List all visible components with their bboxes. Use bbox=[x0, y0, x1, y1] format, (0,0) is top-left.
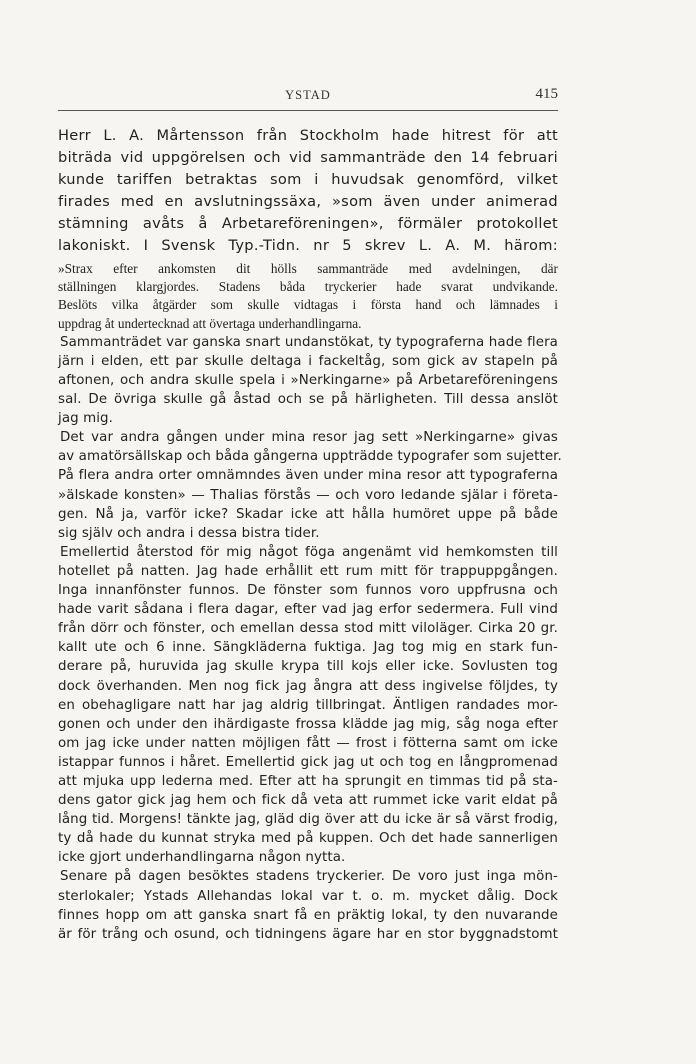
text-line: gonen och under den ihärdigaste frossa klädde jag mig, såg noga efter bbox=[58, 716, 558, 732]
text-line: lakoniskt. I Svensk Typ.-Tidn. nr 5 skrev L. A. M. härom: bbox=[58, 237, 558, 254]
text-line: järn i elden, ett par skulle deltaga i fackeltåg, som gick av stapeln på bbox=[58, 353, 558, 369]
page-number: 415 bbox=[535, 86, 558, 102]
text-line: att mjuka upp lederna med. Efter att ha sprungit en timmas tid på sta- bbox=[58, 773, 558, 789]
header-rule bbox=[58, 110, 558, 111]
text-line: Sammanträdet var ganska snart undanstökat, ty typograferna hade flera bbox=[60, 334, 558, 350]
text-line: kallt ute och 6 inne. Sängkläderna fuktiga. Jag tog mig en stark fun- bbox=[58, 640, 558, 656]
text-line: stämning avåts å Arbetareföreningen», förmäler protokollet bbox=[58, 215, 558, 232]
text-line: dock överhanden. Men nog fick jag ångra att dess ingivelse följdes, ty bbox=[58, 678, 558, 694]
text-line: gen. Nå ja, varför icke? Skadar icke att hålla humöret uppe på både bbox=[58, 506, 558, 522]
text-line: hade varit sådana i flera dagar, efter vad jag erfor sedermera. Full vind bbox=[58, 602, 558, 618]
text-line: finnes hopp om att ganska snart få en präktig lokal, ty den nuvarande bbox=[58, 907, 558, 923]
paragraph-2 bbox=[58, 428, 562, 543]
text-line: Emellertid återstod för mig något föga angenämt vid hemkomsten till bbox=[60, 544, 558, 560]
book-page bbox=[58, 86, 562, 944]
text-line: biträda vid uppgörelsen och vid sammanträde den 14 februari bbox=[58, 149, 558, 166]
text-line: uppdrag åt undertecknad att övertaga underhandlingarna. bbox=[58, 315, 362, 331]
text-line: »älskade konsten» — Thalias förstås — och voro ledande själar i företa- bbox=[58, 487, 558, 503]
text-line: hotellet på natten. Jag hade erhållit ett rum mitt för trappuppgången. bbox=[58, 563, 558, 579]
text-line: dens gator gick jag hem och fick då veta att rummet icke varit eldat på bbox=[58, 793, 558, 809]
text-line: sterlokaler; Ystads Allehandas lokal var t. o. m. mycket dålig. Dock bbox=[58, 888, 558, 904]
text-line: sal. De övriga skulle gå åstad och se på härligheten. Till dessa anslöt bbox=[58, 392, 558, 408]
text-line: om jag icke under natten möjligen fått — frost i fötterna samt om icke bbox=[58, 735, 558, 751]
text-line: sig själv och andra i dessa bistra tider. bbox=[58, 525, 320, 541]
text-line: av amatörsällskap och båda gångerna uppträdde typografer som sujetter. bbox=[58, 449, 562, 465]
text-line: är för trång och osund, och tidningens ägare har en stor byggnadstomt bbox=[58, 926, 558, 942]
text-line: aftonen, och andra skulle spela i »Nerkingarne» på Arbetareföreningens bbox=[58, 373, 558, 388]
text-line: ty då hade du kunnat stryka med på kuppen. Och det hade sannerligen bbox=[58, 831, 558, 847]
text-line: ställningen klargjordes. Stadens båda tryckerier hade svarat undvikande. bbox=[58, 279, 558, 295]
paragraph-3 bbox=[58, 543, 558, 868]
paragraph-4 bbox=[58, 867, 558, 943]
paragraph-1 bbox=[58, 333, 558, 428]
text-line: Senare på dagen besöktes stadens tryckerier. De voro just inga mön- bbox=[60, 869, 558, 885]
text-line: jag mig. bbox=[58, 411, 114, 427]
text-line: från dörr och fönster, och emellan dessa stod mitt viloläger. Cirka 20 gr. bbox=[58, 621, 558, 637]
text-line: »Strax efter ankomsten dit hölls sammanträde med avdelningen, där bbox=[58, 261, 558, 276]
text-line: Det var andra gången under mina resor jag sett »Nerkingarne» givas bbox=[60, 430, 558, 446]
text-line: istappar funnos i håret. Emellertid gick jag ut och tog en långpromenad bbox=[58, 754, 558, 770]
text-line: en obehagligare natt har jag aldrig tillbringat. Äntligen randades mor- bbox=[58, 697, 558, 713]
text-line: På flera andra orter omnämndes även under mina resor att typograferna bbox=[58, 468, 558, 484]
text-line: Herr L. A. Mårtensson från Stockholm hade hitrest för att bbox=[58, 127, 558, 144]
running-header bbox=[58, 86, 558, 104]
text-line: Inga innanfönster funnos. De fönster som funnos voro uppfrusna och bbox=[58, 583, 558, 599]
running-title: YSTAD bbox=[285, 88, 331, 102]
text-line: Beslöts vilka åtgärder som skulle vidtagas i första hand och lämnades i bbox=[58, 297, 558, 313]
quote-paragraph bbox=[58, 260, 558, 333]
text-line: icke gjort underhandlingarna någon nytta. bbox=[58, 850, 346, 866]
text-line: firades med en avslutningssäxa, »som även under animerad bbox=[58, 193, 558, 210]
text-line: kunde tariffen betraktas som i huvudsak genomförd, vilket bbox=[58, 171, 558, 188]
text-line: lång tid. Morgens! tänkte jag, gläd dig över att du icke är så värst frodig, bbox=[58, 812, 558, 828]
text-line: derare på, huruvida jag skulle krypa till kojs eller icke. Sovlusten tog bbox=[58, 659, 558, 675]
intro-paragraph bbox=[58, 125, 558, 257]
